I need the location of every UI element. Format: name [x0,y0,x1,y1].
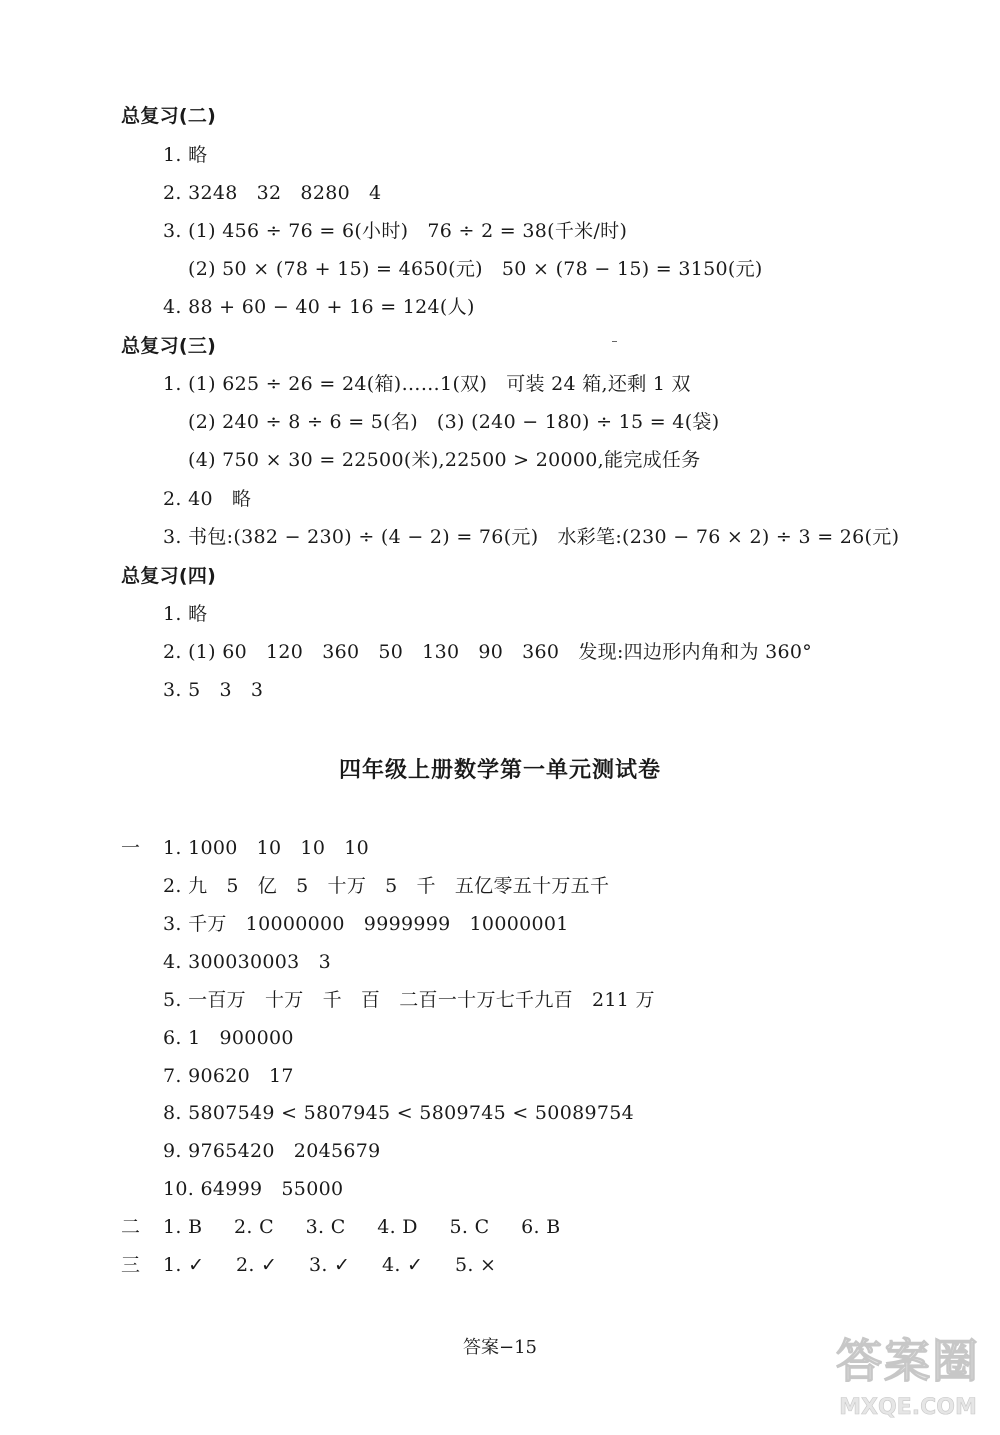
answer-line: 2. 九 5 亿 5 十万 5 千 五亿零五十万五千 [163,875,610,897]
test-title: 四年级上册数学第一单元测试卷 [338,758,661,783]
answer-line: (2) 240 ÷ 8 ÷ 6 = 5(名) (3) (240 − 180) ÷ 15 = 4(袋) [188,411,720,433]
answer-line: 6. 1 900000 [163,1027,294,1049]
answer-line: 1. 略 [163,603,208,625]
answer-line: 7. 90620 17 [163,1065,294,1087]
answer-line: 2. 40 略 [163,488,252,510]
answer-line: 1. (1) 625 ÷ 26 = 24(箱)……1(双) 可装 24 箱,还剩 1 双 [163,373,691,395]
part-label: 一 [121,837,141,859]
answer-line: 8. 5807549 < 5807945 < 5809745 < 50089754 [163,1102,635,1124]
answer-line: 9. 9765420 2045679 [163,1140,381,1162]
answer-line: 3. 千万 10000000 9999999 10000001 [163,913,569,935]
scan-speck [612,341,617,342]
watermark-logo [822,1332,994,1430]
answer-line: 4. 300030003 3 [163,951,331,973]
answer-line: 3. 书包:(382 − 230) ÷ (4 − 2) = 76(元) 水彩笔:(230 − 76 × 2) ÷ 3 = 26(元) [163,526,900,548]
answer-line: (4) 750 × 30 = 22500(米),22500 > 20000,能完成任务 [188,449,701,471]
watermark-site-text: MXQE.COM [839,1395,977,1420]
part-label: 二 [121,1216,141,1238]
answer-line: 1. B 2. C 3. C 4. D 5. C 6. B [163,1216,561,1238]
answer-line: 3. (1) 456 ÷ 76 = 6(小时) 76 ÷ 2 = 38(千米/时) [163,220,628,242]
part-label: 三 [121,1254,141,1276]
answer-line: (2) 50 × (78 + 15) = 4650(元) 50 × (78 − 15) = 3150(元) [188,258,763,280]
answer-line: 1. ✓ 2. ✓ 3. ✓ 4. ✓ 5. × [163,1254,497,1276]
section-heading-review-3: 总复习(三) [121,335,217,357]
answer-line: 1. 略 [163,144,208,166]
page-number: 答案−15 [463,1337,537,1358]
section-heading-review-4: 总复习(四) [121,565,217,587]
answer-line: 5. 一百万 十万 千 百 二百一十万七千九百 211 万 [163,989,655,1011]
answer-line: 2. 3248 32 8280 4 [163,182,382,204]
section-heading-review-2: 总复习(二) [121,105,217,127]
answer-line: 2. (1) 60 120 360 50 130 90 360 发现:四边形内角和为 360° [163,641,813,663]
answer-line: 4. 88 + 60 − 40 + 16 = 124(人) [163,296,475,318]
answer-line: 10. 64999 55000 [163,1178,344,1200]
answer-line: 1. 1000 10 10 10 [163,837,370,859]
watermark-main-text: 答案圈 [836,1334,980,1388]
answer-line: 3. 5 3 3 [163,679,264,701]
